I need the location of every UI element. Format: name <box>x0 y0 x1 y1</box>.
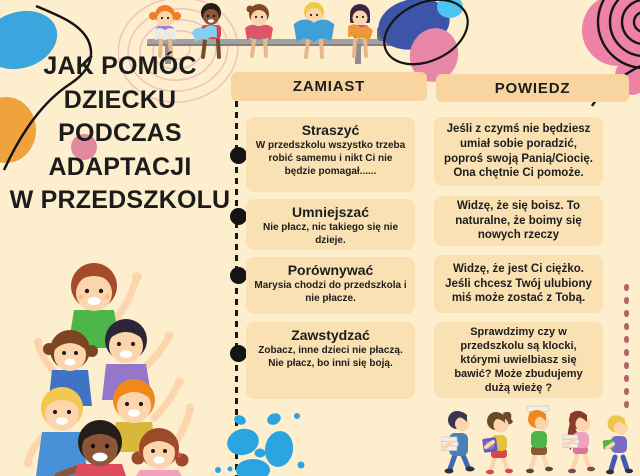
powiedz-item-4 <box>434 322 603 398</box>
item-text: Jeśli z czymś nie będziesz umiał sobie poradzić, poproś swoją Panią/Ciocię. Ona chętnie Ci pomoże. <box>444 122 593 180</box>
children-pyramid-illustration <box>0 246 234 476</box>
reading-child-3 <box>245 4 273 56</box>
title-line: DZIECKU <box>63 85 177 114</box>
item-heading: Porównywać <box>287 262 374 278</box>
walking-child-2 <box>482 412 513 474</box>
powiedz-item-2 <box>434 196 603 246</box>
children-walking-books-illustration <box>441 398 640 476</box>
item-heading: Zawstydzać <box>291 327 370 343</box>
timeline-dot <box>230 208 247 225</box>
item-text: Marysia chodzi do przedszkola i nie płacze. <box>254 280 407 305</box>
title-line: JAK POMÓC <box>43 52 197 80</box>
item-text: Widzę, że jest Ci ciężko. Jeśli chcesz Twój ulubiony miś może zostać z Tobą. <box>445 262 592 305</box>
item-heading: Umniejszać <box>291 204 370 220</box>
column-header-powiedz: POWIEDZ <box>436 74 629 102</box>
walking-child-1 <box>441 411 475 474</box>
red-dotted-line <box>624 284 629 408</box>
zamiast-item-straszyc <box>246 117 415 192</box>
powiedz-item-1 <box>434 117 603 186</box>
item-text: Zobacz, inne dzieci nie płaczą. Nie płacz, bo inni się boją. <box>258 345 403 370</box>
title-line: W PRZEDSZKOLU <box>9 186 231 214</box>
item-text: W przedszkolu wszystko trzeba robić samemu i nikt Ci nie będzie pomagał...... <box>255 140 406 178</box>
item-text: Sprawdzimy czy w przedszkolu są klocki, którymi uwielbiasz się bawić? Może zbudujemy dużą wieżę ? <box>454 325 583 395</box>
reading-child-4 <box>294 2 335 57</box>
title-line: ADAPTACJI <box>48 152 192 181</box>
walking-child-4 <box>563 411 595 474</box>
waving-child-blond <box>24 387 89 476</box>
timeline-dot <box>230 147 247 164</box>
walking-child-5 <box>603 415 633 474</box>
item-text: Nie płacz, nic takiego się nie dzieje. <box>262 222 399 247</box>
walking-child-3 <box>526 406 553 473</box>
title-line: PODCZAS <box>58 119 182 147</box>
column-header-zamiast: ZAMIAST <box>231 72 427 101</box>
powiedz-item-3 <box>434 255 603 313</box>
zamiast-item-porownywac <box>246 257 415 314</box>
item-heading: Straszyć <box>301 122 360 138</box>
zamiast-item-zawstydzac <box>246 322 415 399</box>
item-text: Widzę, że się boisz. To naturalne, że boimy się nowych rzeczy <box>455 199 582 242</box>
reading-child-2 <box>191 3 221 57</box>
poster-title <box>8 50 232 218</box>
zamiast-item-umniejszac <box>246 199 415 250</box>
